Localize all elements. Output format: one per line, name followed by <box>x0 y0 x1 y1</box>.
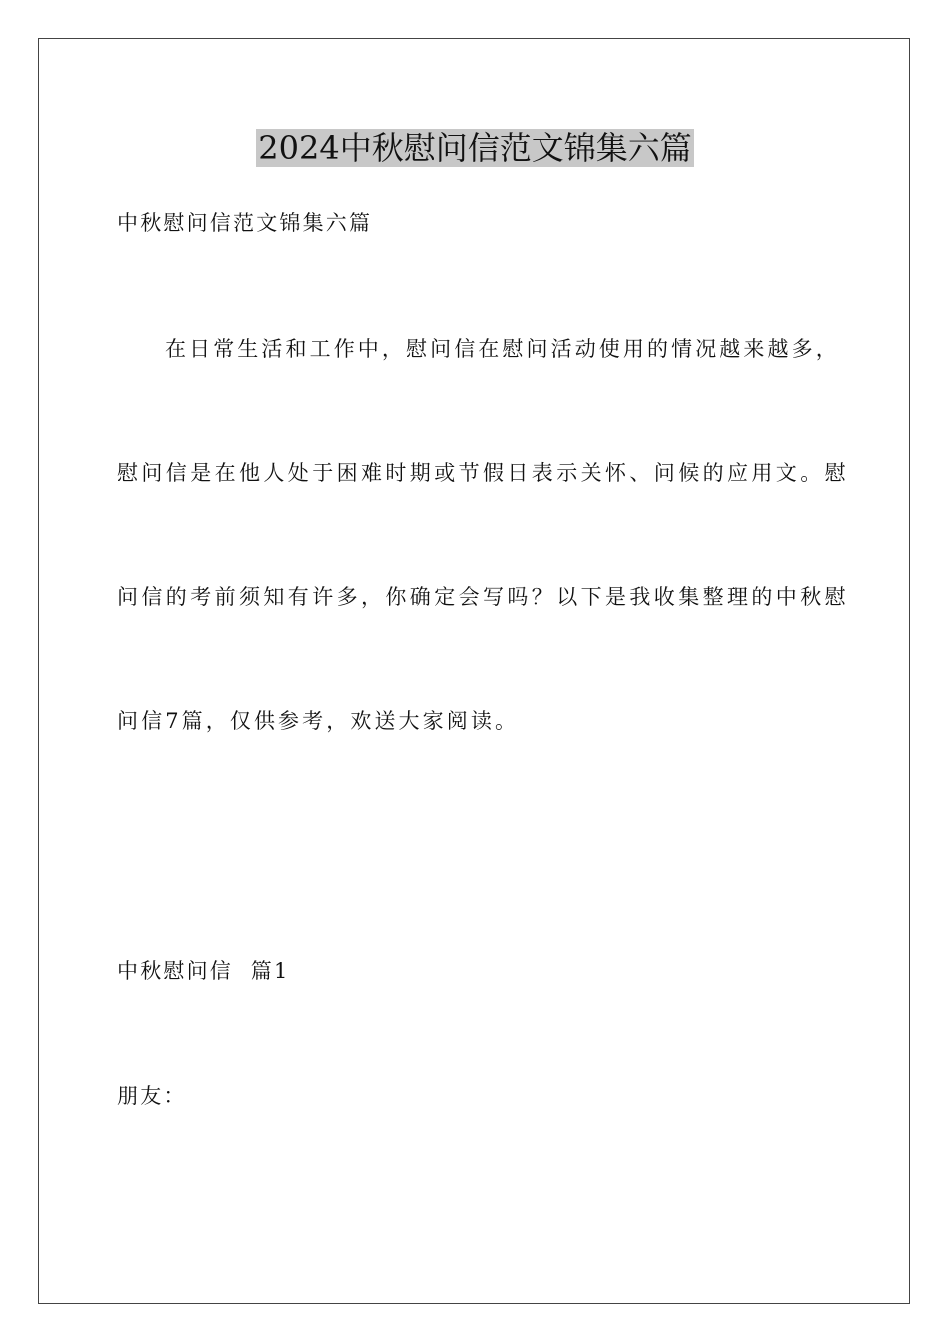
intro-line-3: 问信的考前须知有许多，你确定会写吗？以下是我收集整理的中秋慰 <box>117 585 849 609</box>
letter-greeting: 朋友： <box>117 1084 187 1108</box>
document-subtitle: 中秋慰问信范文锦集六篇 <box>117 211 373 235</box>
section-heading: 中秋慰问信 篇1 <box>117 959 290 983</box>
document-title-text: 2024中秋慰问信范文锦集六篇 <box>258 129 692 167</box>
intro-line-2: 慰问信是在他人处于困难时期或节假日表示关怀、问候的应用文。慰 <box>117 461 849 485</box>
document-title <box>0 126 950 170</box>
intro-line-4: 问信7篇，仅供参考，欢送大家阅读。 <box>117 709 520 733</box>
intro-line-1: 在日常生活和工作中，慰问信在慰问活动使用的情况越来越多， <box>165 337 840 361</box>
